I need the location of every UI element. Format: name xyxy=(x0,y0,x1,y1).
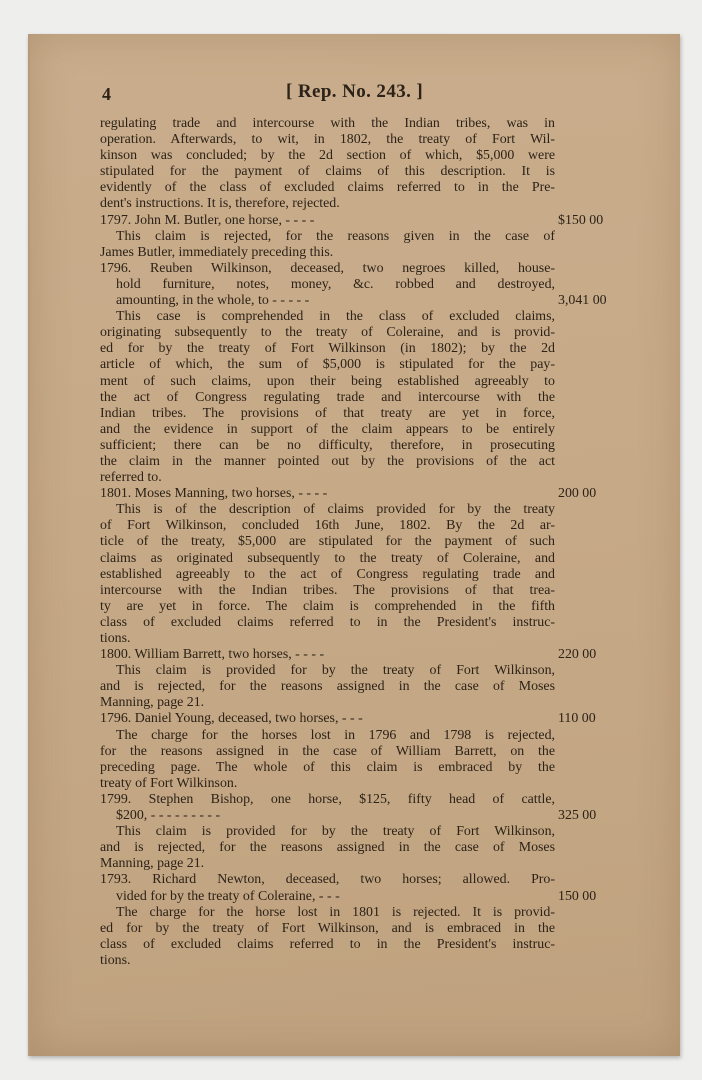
text-line xyxy=(100,406,555,422)
line-text: operation. Afterwards, to wit, in 1802, the treaty of Fort Wil- xyxy=(100,132,555,148)
line-text: treaty of Fort Wilkinson. xyxy=(100,775,238,791)
text-line xyxy=(100,470,555,486)
line-text: claims as originated subsequently to the treaty of Coleraine, and xyxy=(100,550,555,566)
text-line xyxy=(100,888,597,905)
line-text: stipulated for the payment of claims of this description. It is xyxy=(100,164,555,180)
text-line xyxy=(100,953,555,969)
line-text: Manning, page 21. xyxy=(100,856,205,872)
line-text: ed for by the treaty of Fort Wilkinson (in 1802); by the 2d xyxy=(100,341,555,357)
line-text: The charge for the horse lost in 1801 is rejected. It is provid- xyxy=(116,904,555,920)
line-text: 1801. Moses Manning, two horses, - - - - xyxy=(100,486,328,502)
claim-amount: 150 00 xyxy=(558,888,597,904)
text-line xyxy=(100,647,597,663)
line-text: This claim is provided for by the treaty of Fort Wilkinson, xyxy=(116,824,555,840)
line-text: This claim is rejected, for the reasons given in the case of xyxy=(116,228,555,244)
text-line xyxy=(100,390,555,406)
text-line xyxy=(100,728,555,744)
text-line xyxy=(100,631,555,647)
text-line xyxy=(100,534,555,550)
line-text: referred to. xyxy=(100,470,162,486)
text-line xyxy=(100,518,555,534)
text-line xyxy=(100,808,597,824)
text-line xyxy=(100,905,555,921)
line-text: This is of the description of claims provided for by the treaty xyxy=(116,502,555,518)
text-line xyxy=(100,711,596,727)
page-text xyxy=(100,74,607,969)
text-line xyxy=(100,132,555,148)
line-text: vided for by the treaty of Coleraine, - - - xyxy=(116,888,340,904)
line-text: ticle of the treaty, $5,000 are stipulated for the payment of such xyxy=(100,534,555,550)
line-text: article of which, the sum of $5,000 is stipulated for the pay- xyxy=(100,357,555,373)
line-text: This claim is provided for by the treaty of Fort Wilkinson, xyxy=(116,663,555,679)
text-line xyxy=(100,164,555,180)
line-text: established agreeably to the act of Congress regulating trade and xyxy=(100,566,555,582)
text-line xyxy=(100,937,555,953)
text-line xyxy=(100,695,555,711)
line-text: and the evidence in support of the claim appears to be entirely xyxy=(100,421,555,437)
text-line xyxy=(100,341,555,357)
text-line xyxy=(100,583,555,599)
page-header xyxy=(100,74,555,116)
text-line xyxy=(100,776,555,792)
line-text: tions. xyxy=(100,631,131,646)
line-text: 1800. William Barrett, two horses, - - - - xyxy=(100,647,325,663)
text-line xyxy=(100,454,555,470)
text-line xyxy=(100,486,597,502)
line-text: 1793. Richard Newton, deceased, two horses; allowed. Pro- xyxy=(100,872,555,888)
text-line xyxy=(100,551,555,567)
text-line xyxy=(100,856,555,872)
line-text: kinson was concluded; by the 2d section of which, $5,000 were xyxy=(100,148,555,164)
text-line xyxy=(100,502,555,518)
text-line xyxy=(100,760,555,776)
line-text: class of excluded claims referred to in the President's instruc- xyxy=(100,614,555,630)
text-line xyxy=(100,663,555,679)
text-line xyxy=(100,148,555,164)
line-text: originating subsequently to the treaty of Coleraine, and is provid- xyxy=(100,325,555,341)
line-text: 1796. Reuben Wilkinson, deceased, two negroes killed, house- xyxy=(100,260,555,276)
text-line xyxy=(100,116,555,132)
line-text: ment of such claims, upon their being established agreeably to xyxy=(100,373,555,389)
text-line xyxy=(100,567,555,583)
line-text: 1797. John M. Butler, one horse, - - - - xyxy=(100,212,315,228)
text-line xyxy=(100,792,555,808)
text-line xyxy=(100,438,555,454)
line-text: 1799. Stephen Bishop, one horse, $125, fifty head of cattle, xyxy=(100,791,555,807)
text-line xyxy=(100,309,555,325)
line-text: $200, - - - - - - - - - xyxy=(116,808,221,824)
line-text: and is rejected, for the reasons assigned in the case of Moses xyxy=(100,679,555,695)
line-text: sufficient; there can be no difficulty, therefore, in prosecuting xyxy=(100,437,555,453)
line-text: of Fort Wilkinson, concluded 16th June, 1802. By the 2d ar- xyxy=(100,518,555,534)
running-head: [ Rep. No. 243. ] xyxy=(286,81,424,102)
line-text: ty are yet in force. The claim is comprehended in the fifth xyxy=(100,598,555,614)
text-line xyxy=(100,357,555,373)
text-line xyxy=(100,277,555,293)
line-text: 1796. Daniel Young, deceased, two horses, - - - xyxy=(100,711,363,727)
line-text: This case is comprehended in the class of excluded claims, xyxy=(116,309,555,325)
line-text: amounting, in the whole, to - - - - - xyxy=(116,293,310,309)
page-number: 4 xyxy=(102,84,111,104)
claim-amount: 325 00 xyxy=(558,808,597,824)
line-text: the claim in the manner pointed out by the provisions of the act xyxy=(100,453,555,469)
line-text: evidently of the class of excluded claims referred to in the Pre- xyxy=(100,180,555,196)
text-line xyxy=(100,615,555,631)
text-line xyxy=(100,229,555,245)
text-line xyxy=(100,679,555,695)
text-line xyxy=(100,261,555,277)
text-line xyxy=(100,374,555,390)
line-text: tions. xyxy=(100,952,131,968)
claim-amount: 200 00 xyxy=(558,486,597,502)
text-line xyxy=(100,824,555,840)
text-line xyxy=(100,872,555,888)
text-line xyxy=(100,422,555,438)
text-line xyxy=(100,325,555,341)
line-text: regulating trade and intercourse with the Indian tribes, was in xyxy=(100,116,555,131)
line-text: class of excluded claims referred to in the President's instruc- xyxy=(100,936,555,952)
text-line xyxy=(100,744,555,760)
line-text: hold furniture, notes, money, &c. robbed and destroyed, xyxy=(116,276,555,292)
line-text: Indian tribes. The provisions of that treaty are yet in force, xyxy=(100,405,555,421)
text-line xyxy=(100,840,555,856)
body-text xyxy=(100,116,607,969)
line-text: preceding page. The whole of this claim is embraced by the xyxy=(100,759,555,775)
text-line xyxy=(100,245,555,261)
claim-amount: 110 00 xyxy=(558,711,596,727)
text-line xyxy=(100,599,555,615)
document-page xyxy=(28,34,680,1056)
text-line xyxy=(100,293,607,309)
line-text: The charge for the horses lost in 1796 and 1798 is rejected, xyxy=(116,727,555,743)
line-text: ed for by the treaty of Fort Wilkinson, and is embraced in the xyxy=(100,920,555,936)
line-text: for the reasons assigned in the case of William Barrett, on the xyxy=(100,743,555,759)
claim-amount: 220 00 xyxy=(558,647,597,663)
text-line xyxy=(100,196,555,212)
line-text: intercourse with the Indian tribes. The provisions of that trea- xyxy=(100,582,555,598)
text-line xyxy=(100,921,555,937)
claim-amount: $150 00 xyxy=(558,212,604,228)
line-text: and is rejected, for the reasons assigned in the case of Moses xyxy=(100,840,555,856)
text-line xyxy=(100,212,604,229)
claim-amount: 3,041 00 xyxy=(558,293,607,309)
text-line xyxy=(100,180,555,196)
line-text: James Butler, immediately preceding this. xyxy=(100,244,334,260)
line-text: the act of Congress regulating trade and intercourse with the xyxy=(100,389,555,405)
line-text: Manning, page 21. xyxy=(100,695,205,711)
line-text: dent's instructions. It is, therefore, rejected. xyxy=(100,196,340,212)
